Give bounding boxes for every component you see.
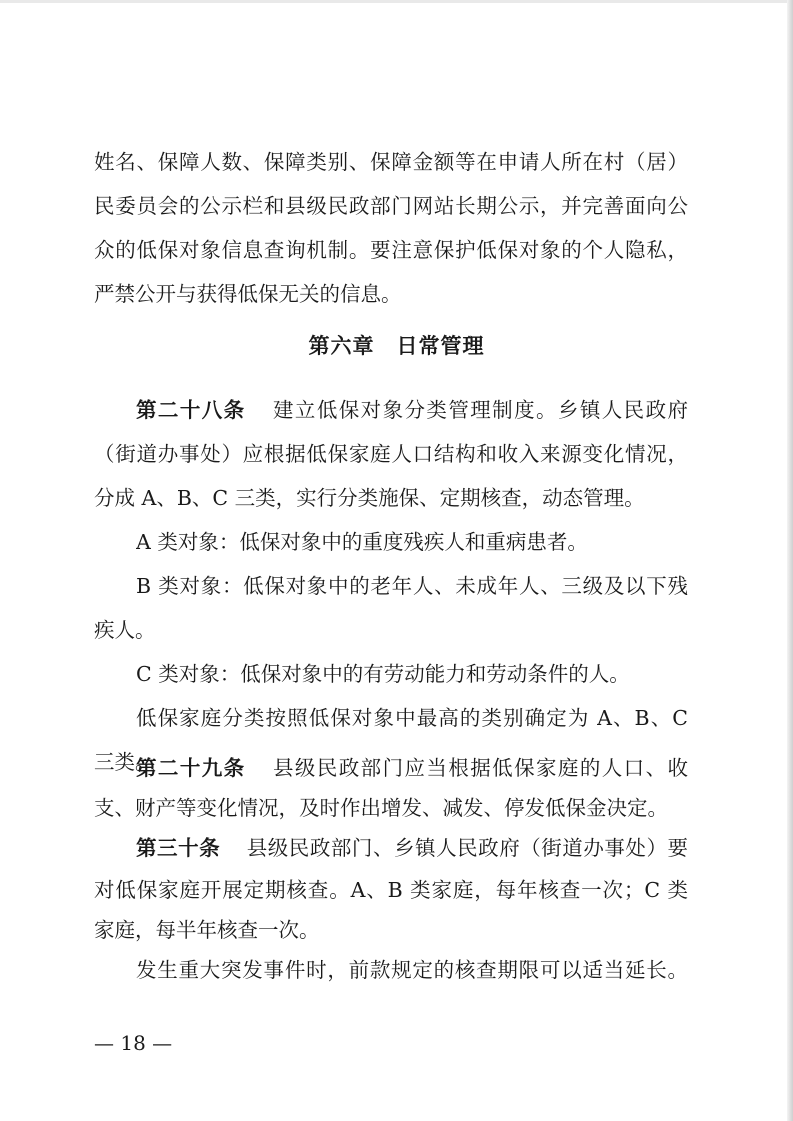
article-28-text-1: 建立低保对象分类管理制度。乡镇人民政府 (271, 398, 688, 422)
page-number: — 18 — (94, 1031, 173, 1055)
intro-line-1: 姓名、保障人数、保障类别、保障金额等在申请人所在村（居） (94, 150, 688, 174)
article-28-line-3: 分成 A、B、C 三类，实行分类施保、定期核查，动态管理。 (94, 486, 645, 510)
article-30-line-2: 对低保家庭开展定期核查。A、B 类家庭，每年核查一次；C 类 (94, 878, 688, 902)
page-right-edge (787, 0, 793, 1121)
article-28-label: 第二十八条 (136, 398, 246, 422)
article-29-line-1 (136, 750, 688, 786)
article-28-class-b-line-1: B 类对象：低保对象中的老年人、未成年人、三级及以下残 (136, 574, 688, 598)
article-29-text-1: 县级民政部门应当根据低保家庭的人口、收 (271, 756, 688, 780)
article-28-line-2: （街道办事处）应根据低保家庭人口结构和收入来源变化情况， (94, 442, 688, 466)
intro-line-3: 众的低保对象信息查询机制。要注意保护低保对象的个人隐私， (94, 238, 688, 262)
article-28-line-1 (136, 392, 688, 428)
article-28-class-b-line-2: 疾人。 (94, 618, 156, 642)
article-29-line-2: 支、财产等变化情况，及时作出增发、减发、停发低保金决定。 (94, 796, 668, 820)
page-top-edge (0, 0, 793, 3)
article-30-line-1 (136, 830, 688, 866)
article-30-text-1: 县级民政部门、乡镇人民政府（街道办事处）要 (246, 836, 688, 860)
chapter-heading (0, 328, 793, 364)
chapter-number: 第六章 (308, 334, 375, 358)
article-30-label: 第三十条 (136, 836, 221, 860)
intro-line-2: 民委员会的公示栏和县级民政部门网站长期公示，并完善面向公 (94, 194, 688, 218)
article-28-family-line-2: 三类。 (94, 750, 156, 774)
article-29-label: 第二十九条 (136, 756, 246, 780)
article-30-final-paragraph: 发生重大突发事件时，前款规定的核查期限可以适当延长。 (136, 958, 688, 982)
article-28-class-c: C 类对象：低保对象中的有劳动能力和劳动条件的人。 (136, 662, 630, 686)
article-28-class-a: A 类对象：低保对象中的重度残疾人和重病患者。 (136, 530, 588, 554)
chapter-title: 日常管理 (396, 334, 485, 358)
article-30-line-3: 家庭，每半年核查一次。 (94, 918, 320, 942)
intro-line-4: 严禁公开与获得低保无关的信息。 (94, 282, 402, 306)
article-28-family-line-1: 低保家庭分类按照低保对象中最高的类别确定为 A、B、C (136, 706, 688, 730)
